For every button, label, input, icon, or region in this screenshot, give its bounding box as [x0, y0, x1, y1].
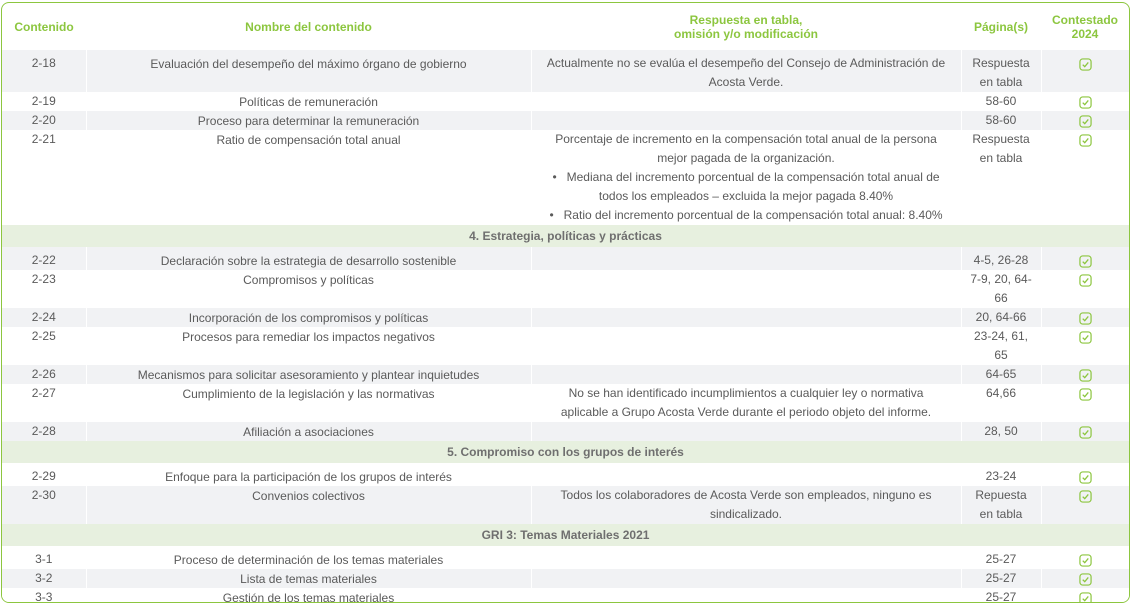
content-response: [531, 365, 961, 384]
header-respuesta: Respuesta en tabla, omisión y/o modificación: [673, 12, 819, 41]
content-pages: 20, 64-66: [961, 308, 1041, 327]
answered-cell: [1041, 327, 1129, 365]
checkbox-check-icon: [1079, 388, 1092, 401]
checkbox-check-icon: [1079, 573, 1092, 586]
content-code: 2-24: [2, 308, 86, 327]
content-code: 2-29: [2, 467, 86, 486]
table-row: [2, 308, 1129, 327]
answered-cell: [1041, 550, 1129, 569]
table-row: [2, 111, 1129, 130]
checkbox-check-icon: [1079, 115, 1092, 128]
content-name: Incorporación de los compromisos y políticas: [86, 308, 531, 327]
content-response: [531, 327, 961, 365]
content-pages: 28, 50: [961, 422, 1041, 441]
section-title: GRI 3: Temas Materiales 2021: [2, 524, 1129, 546]
table-row: [2, 365, 1129, 384]
checkbox-check-icon: [1079, 255, 1092, 268]
content-name: Cumplimiento de la legislación y las normativas: [86, 384, 531, 422]
content-response: [531, 308, 961, 327]
table-row: [2, 54, 1129, 92]
content-response: [531, 588, 961, 603]
table-row: [2, 327, 1129, 365]
gri-content-table-frame: [1, 2, 1130, 603]
content-name: Mecanismos para solicitar asesoramiento y plantear inquietudes: [86, 365, 531, 384]
table-row: [2, 486, 1129, 524]
content-pages: 7-9, 20, 64-66: [961, 270, 1041, 308]
header-contenido: Contenido: [14, 19, 74, 34]
table-row: [2, 251, 1129, 270]
checkbox-check-icon: [1079, 490, 1092, 503]
content-code: 2-21: [2, 130, 86, 225]
content-name: Convenios colectivos: [86, 486, 531, 524]
content-code: 2-19: [2, 92, 86, 111]
content-name: Políticas de remuneración: [86, 92, 531, 111]
content-name: Lista de temas materiales: [86, 569, 531, 588]
content-name: Afiliación a asociaciones: [86, 422, 531, 441]
content-code: 3-2: [2, 569, 86, 588]
content-pages: 4-5, 26-28: [961, 251, 1041, 270]
content-response: [531, 251, 961, 270]
content-response: Actualmente no se evalúa el desempeño del Consejo de Administración de Acosta Verde.: [531, 54, 961, 92]
content-response: Todos los colaboradores de Acosta Verde son empleados, ninguno es sindicalizado.: [531, 486, 961, 524]
table-row: [2, 467, 1129, 486]
checkbox-check-icon: [1079, 312, 1092, 325]
content-pages: 58-60: [961, 111, 1041, 130]
answered-cell: [1041, 588, 1129, 603]
content-code: 2-20: [2, 111, 86, 130]
answered-cell: [1041, 270, 1129, 308]
content-name: Evaluación del desempeño del máximo órgano de gobierno: [86, 54, 531, 92]
content-name: Gestión de los temas materiales: [86, 588, 531, 603]
table-header-row: [2, 3, 1129, 50]
checkbox-check-icon: [1079, 134, 1092, 147]
content-pages: Repuesta en tabla: [961, 486, 1041, 524]
content-code: 3-3: [2, 588, 86, 603]
content-name: Proceso para determinar la remuneración: [86, 111, 531, 130]
content-code: 2-28: [2, 422, 86, 441]
table-row: [2, 130, 1129, 225]
table-row: [2, 384, 1129, 422]
section-title: 5. Compromiso con los grupos de interés: [2, 441, 1129, 463]
section-header-row: [2, 441, 1129, 463]
table-row: [2, 550, 1129, 569]
content-name: Declaración sobre la estrategia de desarrollo sostenible: [86, 251, 531, 270]
content-response: [531, 550, 961, 569]
content-pages: 25-27: [961, 588, 1041, 603]
section-title: 4. Estrategia, políticas y prácticas: [2, 225, 1129, 247]
checkbox-check-icon: [1079, 471, 1092, 484]
header-paginas: Página(s): [973, 19, 1028, 34]
content-pages: 58-60: [961, 92, 1041, 111]
content-response: [531, 111, 961, 130]
answered-cell: [1041, 111, 1129, 130]
content-name: Ratio de compensación total anual: [86, 130, 531, 225]
answered-cell: [1041, 92, 1129, 111]
checkbox-check-icon: [1079, 96, 1092, 109]
content-name: Procesos para remediar los impactos negativos: [86, 327, 531, 365]
answered-cell: [1041, 569, 1129, 588]
content-pages: 25-27: [961, 569, 1041, 588]
content-response: Porcentaje de incremento en la compensación total anual de la persona mejor pagada de la organización. • Mediana del incremento porcentual de la compensación total anual de todos los empleados – excluida la mejor pagada 8.40% • Ratio del incremento porcentual de la compensación total anual: 8.40%: [531, 130, 961, 225]
content-code: 2-27: [2, 384, 86, 422]
content-response: No se han identificado incumplimientos a cualquier ley o normativa aplicable a Grupo Acosta Verde durante el periodo objeto del informe.: [531, 384, 961, 422]
answered-cell: [1041, 486, 1129, 524]
answered-cell: [1041, 422, 1129, 441]
content-name: Compromisos y políticas: [86, 270, 531, 308]
content-response: [531, 270, 961, 308]
content-code: 3-1: [2, 550, 86, 569]
checkbox-check-icon: [1079, 554, 1092, 567]
table-row: [2, 588, 1129, 603]
header-contestado: Contestado 2024: [1052, 12, 1118, 41]
content-name: Enfoque para la participación de los grupos de interés: [86, 467, 531, 486]
answered-cell: [1041, 365, 1129, 384]
table-row: [2, 92, 1129, 111]
content-response: [531, 467, 961, 486]
answered-cell: [1041, 384, 1129, 422]
section-header-row: [2, 225, 1129, 247]
answered-cell: [1041, 130, 1129, 225]
answered-cell: [1041, 308, 1129, 327]
header-nombre: Nombre del contenido: [245, 19, 372, 34]
content-response: [531, 422, 961, 441]
content-pages: 64-65: [961, 365, 1041, 384]
section-header-row: [2, 524, 1129, 546]
checkbox-check-icon: [1079, 331, 1092, 344]
checkbox-check-icon: [1079, 58, 1092, 71]
content-code: 2-26: [2, 365, 86, 384]
content-pages: Respuesta en tabla: [961, 130, 1041, 225]
table-row: [2, 569, 1129, 588]
content-response: [531, 569, 961, 588]
content-code: 2-30: [2, 486, 86, 524]
content-pages: 25-27: [961, 550, 1041, 569]
checkbox-check-icon: [1079, 274, 1092, 287]
content-code: 2-23: [2, 270, 86, 308]
checkbox-check-icon: [1079, 592, 1092, 603]
content-response: [531, 92, 961, 111]
content-pages: 23-24: [961, 467, 1041, 486]
content-code: 2-25: [2, 327, 86, 365]
checkbox-check-icon: [1079, 426, 1092, 439]
content-pages: Respuesta en tabla: [961, 54, 1041, 92]
answered-cell: [1041, 467, 1129, 486]
table-row: [2, 270, 1129, 308]
content-code: 2-22: [2, 251, 86, 270]
content-pages: 64,66: [961, 384, 1041, 422]
answered-cell: [1041, 251, 1129, 270]
table-row: [2, 422, 1129, 441]
content-code: 2-18: [2, 54, 86, 92]
answered-cell: [1041, 54, 1129, 92]
checkbox-check-icon: [1079, 369, 1092, 382]
content-name: Proceso de determinación de los temas materiales: [86, 550, 531, 569]
content-pages: 23-24, 61, 65: [961, 327, 1041, 365]
gri-content-table: [2, 3, 1129, 603]
